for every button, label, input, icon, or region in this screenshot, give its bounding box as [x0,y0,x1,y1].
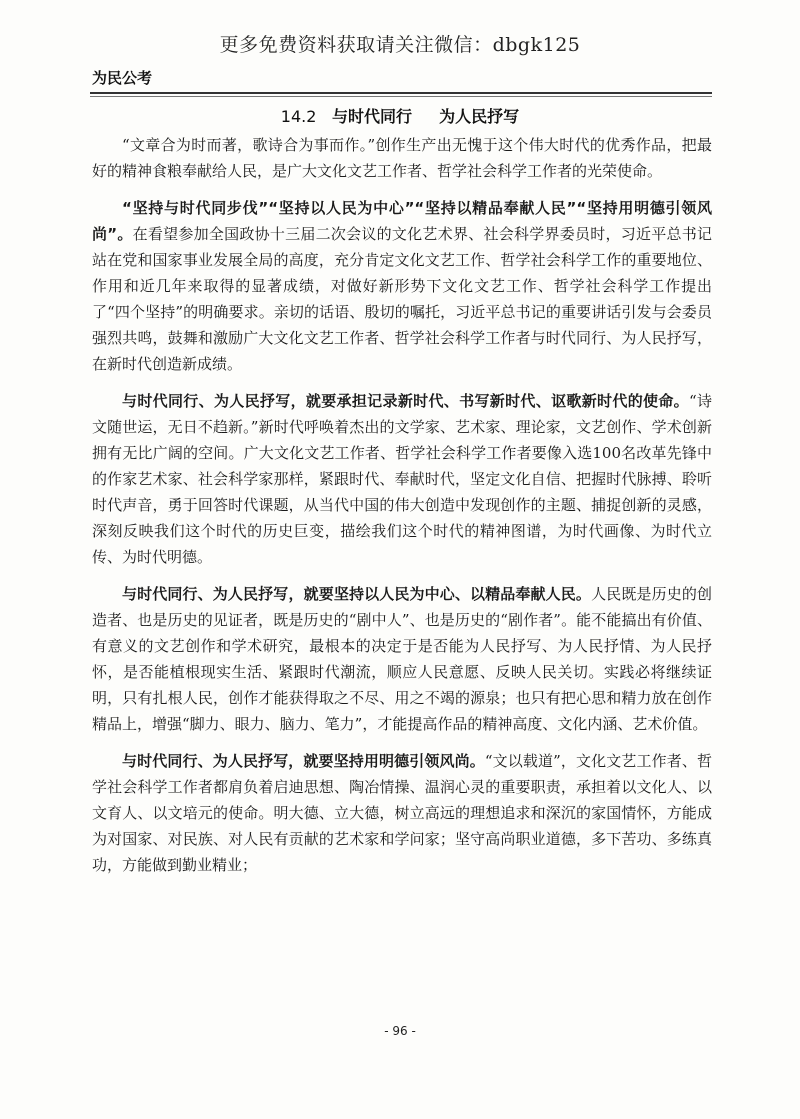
paragraph-text: 在看望参加全国政协十三届二次会议的文化艺术界、社会科学界委员时，习近平总书记站在党和国家事业发展全局的高度，充分肯定文化文艺工作、哲学社会科学工作的重要地位、作用和近几年来取得的显著成绩，对做好新形势下文化文艺工作、哲学社会科学工作提出了“四个坚持”的明确要求。亲切的话语、殷切的嘱托，习近平总书记的重要讲话引发与会委员强烈共鸣，鼓舞和激励广大文化文艺工作者、哲学社会科学工作者与时代同行、为人民抒写，在新时代创造新成绩。 [92,225,712,373]
watermark-text: 更多免费资料获取请关注微信：dbgk125 [219,34,581,56]
paragraph-text: 人民既是历史的创造者、也是历史的见证者，既是历史的“剧中人”、也是历史的“剧作者”。能不能搞出有价值、有意义的文艺创作和学术研究，最根本的决定于是否能为人民抒写、为人民抒情、为人民抒怀，是否能植根现实生活、紧跟时代潮流，顺应人民意愿、反映人民关切。实践必将继续证明，只有扎根人民，创作才能获得取之不尽、用之不竭的源泉；也只有把心思和精力放在创作精品上，增强“脚力、眼力、脑力、笔力”，才能提高作品的精神高度、文化内涵、艺术价值。 [92,585,712,733]
paragraph [92,581,712,737]
paragraph [92,388,712,570]
page-number: - 96 - [384,1024,416,1038]
paragraph-text: “文以载道”，文化文艺工作者、哲学社会科学工作者都肩负着启迪思想、陶冶情操、温润心灵的重要职责，承担着以文化人、以文育人、以文培元的使命。明大德、立大德，树立高远的理想追求和深沉的家国情怀，方能成为对国家、对民族、对人民有贡献的艺术家和学问家；坚守高尚职业道德，多下苦功、多练真功，方能做到勤业精业； [92,752,712,874]
header-rule [90,92,712,94]
running-head: 为民公考 [92,69,153,87]
header-rule-thin [90,96,712,97]
paragraph-lead: 与时代同行、为人民抒写，就要坚持以人民为中心、以精品奉献人民。 [122,585,592,603]
section-title-part2: 为人民抒写 [439,107,520,126]
paragraph [92,195,712,377]
section-number: 14.2 [280,107,317,126]
paragraph-lead: “坚持与时代同步伐”“坚持以人民为中心”“坚持以精品奉献人民”“坚持用明德引领风尚”。 [92,199,712,243]
section-title [0,104,800,127]
paragraph-text: “诗文随世运，无日不趋新。”新时代呼唤着杰出的文学家、艺术家、理论家，文艺创作、学术创新拥有无比广阔的空间。广大文化文艺工作者、哲学社会科学工作者要像入选100名改革先锋中的作家艺术家、社会科学家那样，紧跟时代、奉献时代，坚定文化自信、把握时代脉搏、聆听时代声音，勇于回答时代课题，从当代中国的伟大创造中发现创作的主题、捕捉创新的灵感，深刻反映我们这个时代的历史巨变，描绘我们这个时代的精神图谱，为时代画像、为时代立传、为时代明德。 [92,392,712,566]
paragraph [92,132,712,184]
body-text [92,132,712,889]
section-title-part1: 与时代同行 [332,107,413,126]
paragraph-text: “文章合为时而著，歌诗合为事而作。”创作生产出无愧于这个伟大时代的优秀作品，把最好的精神食粮奉献给人民，是广大文化文艺工作者、哲学社会科学工作者的光荣使命。 [92,136,712,180]
paragraph-lead: 与时代同行、为人民抒写，就要承担记录新时代、书写新时代、讴歌新时代的使命。 [122,392,689,410]
paragraph-lead: 与时代同行、为人民抒写，就要坚持用明德引领风尚。 [122,752,485,770]
paragraph [92,748,712,878]
